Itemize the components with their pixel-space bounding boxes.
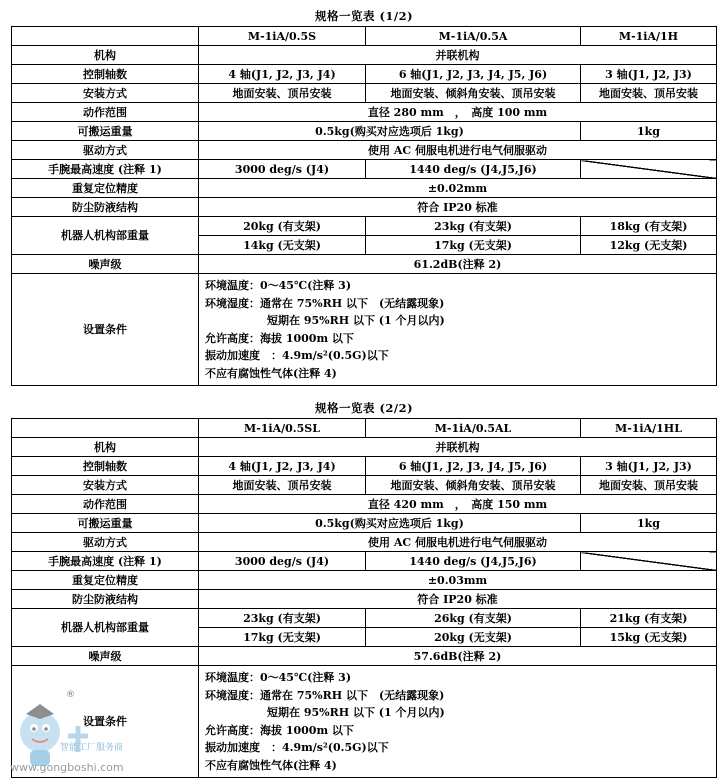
table-row [12,438,717,457]
condition-line: 允许高度：海拔 1000m 以下 [205,723,354,737]
speed-value: 3000 deg/s (J4) [199,552,366,571]
model-header: M-1iA/0.5A [366,27,581,46]
weight-value: 17kg (无支架) [366,236,581,255]
table-row [12,457,717,476]
row-label: 驱动方式 [12,141,199,160]
condition-line: 振动加速度 ：4.9m/s²(0.5G)以下 [205,349,389,362]
model-header: M-1iA/0.5S [199,27,366,46]
row-label: 噪声级 [12,255,199,274]
row-label: 可搬运重量 [12,122,199,141]
dust-value: 符合 IP20 标准 [199,198,717,217]
drive-value: 使用 AC 伺服电机进行电气伺服驱动 [199,141,717,160]
payload-value: 1kg [581,514,717,533]
repeat-value: ±0.03mm [199,571,717,590]
condition-line: 不应有腐蚀性气体(注释 4) [205,366,337,380]
weight-value: 23kg (有支架) [366,217,581,236]
axes-value: 4 轴(J1, J2, J3, J4) [199,65,366,84]
row-label: 机器人机构部重量 [12,217,199,255]
row-label: 手腕最高速度 (注释 1) [12,160,199,179]
table-row [12,179,717,198]
model-header: M-1iA/1HL [581,419,717,438]
row-label: 设置条件 [12,274,199,386]
row-label: 防尘防液结构 [12,590,199,609]
repeat-value: ±0.02mm [199,179,717,198]
row-label: 手腕最高速度 (注释 1) [12,552,199,571]
row-label: 机构 [12,46,199,65]
weight-value: 15kg (无支架) [581,628,717,647]
payload-value: 0.5kg(购买对应选项后 1kg) [199,514,581,533]
condition-line: 振动加速度 ：4.9m/s²(0.5G)以下 [205,741,389,754]
row-label: 机器人机构部重量 [12,609,199,647]
payload-value: 1kg [581,122,717,141]
table-row [12,84,717,103]
weight-value: 17kg (无支架) [199,628,366,647]
table-row [12,495,717,514]
mount-value: 地面安装、顶吊安装 [199,84,366,103]
condition-line: 短期在 95%RH 以下 (1 个月以内) [267,314,445,327]
row-label: 动作范围 [12,103,199,122]
drive-value: 使用 AC 伺服电机进行电气伺服驱动 [199,533,717,552]
watermark-site: www.gongboshi.com [10,761,124,774]
table-row [12,122,717,141]
row-label: 驱动方式 [12,533,199,552]
table-row [12,647,717,666]
mount-value: 地面安装、顶吊安装 [581,84,717,103]
table-1-title: 规格一览表 (1/2) [314,9,414,23]
table-row [12,46,717,65]
row-label: 控制轴数 [12,65,199,84]
range-value: 直径 280 mm ， 高度 100 mm [199,103,717,122]
watermark-tagline: 智能工厂服务商 [60,743,124,753]
table-row [12,533,717,552]
axes-value: 3 轴(J1, J2, J3) [581,457,717,476]
weight-value: 23kg (有支架) [199,609,366,628]
dust-value: 符合 IP20 标准 [199,590,717,609]
condition-line: 环境温度：0～45℃(注释 3) [205,279,352,292]
payload-value: 0.5kg(购买对应选项后 1kg) [199,122,581,141]
table-row [12,609,717,628]
row-label: 重复定位精度 [12,571,199,590]
row-label: 可搬运重量 [12,514,199,533]
speed-value: 3000 deg/s (J4) [199,160,366,179]
weight-value: 18kg (有支架) [581,217,717,236]
table-row [12,103,717,122]
condition-line: 短期在 95%RH 以下 (1 个月以内) [267,706,445,719]
table-2-title: 规格一览表 (2/2) [314,401,414,415]
speed-value: 1440 deg/s (J4,J5,J6) [366,552,581,571]
weight-value: 14kg (无支架) [199,236,366,255]
table-row [12,476,717,495]
weight-value: 20kg (有支架) [199,217,366,236]
table-row [12,217,717,236]
condition-line: 不应有腐蚀性气体(注释 4) [205,758,337,772]
noise-value: 61.2dB(注释 2) [199,255,717,274]
row-label: 控制轴数 [12,457,199,476]
row-label: 安装方式 [12,476,199,495]
table-row [12,198,717,217]
row-label: 动作范围 [12,495,199,514]
condition-line: 环境温度：0～45℃(注释 3) [205,671,352,684]
conditions-cell [199,274,717,386]
table-row [12,27,717,46]
not-applicable-cell [581,552,717,571]
speed-value: 1440 deg/s (J4,J5,J6) [366,160,581,179]
table-row [12,590,717,609]
axes-value: 3 轴(J1, J2, J3) [581,65,717,84]
weight-value: 21kg (有支架) [581,609,717,628]
weight-value: 20kg (无支架) [366,628,581,647]
row-label: 防尘防液结构 [12,198,199,217]
spec-table-1 [11,26,717,386]
row-label: 安装方式 [12,84,199,103]
row-label: 重复定位精度 [12,179,199,198]
table-row [12,552,717,571]
conditions-cell [199,666,717,778]
table-row [12,571,717,590]
not-applicable-cell [581,160,717,179]
mount-value: 地面安装、顶吊安装 [581,476,717,495]
axes-value: 6 轴(J1, J2, J3, J4, J5, J6) [366,65,581,84]
mount-value: 地面安装、倾斜角安装、顶吊安装 [366,84,581,103]
mount-value: 地面安装、顶吊安装 [199,476,366,495]
condition-line: 允许高度：海拔 1000m 以下 [205,331,354,345]
weight-value: 12kg (无支架) [581,236,717,255]
table-row [12,141,717,160]
mechanism-value: 并联机构 [199,438,717,457]
table-row [12,160,717,179]
model-header: M-1iA/0.5SL [199,419,366,438]
condition-line: 环境湿度：通常在 75%RH 以下 (无结露现象) [205,688,445,702]
table-row [12,419,717,438]
registered-mark: ® [66,690,75,700]
header-blank-cell [12,27,199,46]
range-value: 直径 420 mm ， 高度 150 mm [199,495,717,514]
axes-value: 4 轴(J1, J2, J3, J4) [199,457,366,476]
row-label: 噪声级 [12,647,199,666]
condition-line: 环境湿度：通常在 75%RH 以下 (无结露现象) [205,296,445,310]
model-header: M-1iA/1H [581,27,717,46]
row-label: 设置条件 [12,666,199,778]
table-row [12,255,717,274]
model-header: M-1iA/0.5AL [366,419,581,438]
mechanism-value: 并联机构 [199,46,717,65]
axes-value: 6 轴(J1, J2, J3, J4, J5, J6) [366,457,581,476]
mount-value: 地面安装、倾斜角安装、顶吊安装 [366,476,581,495]
table-row [12,514,717,533]
header-blank-cell [12,419,199,438]
row-label: 机构 [12,438,199,457]
table-row [12,65,717,84]
noise-value: 57.6dB(注释 2) [199,647,717,666]
weight-value: 26kg (有支架) [366,609,581,628]
table-row [12,274,717,386]
